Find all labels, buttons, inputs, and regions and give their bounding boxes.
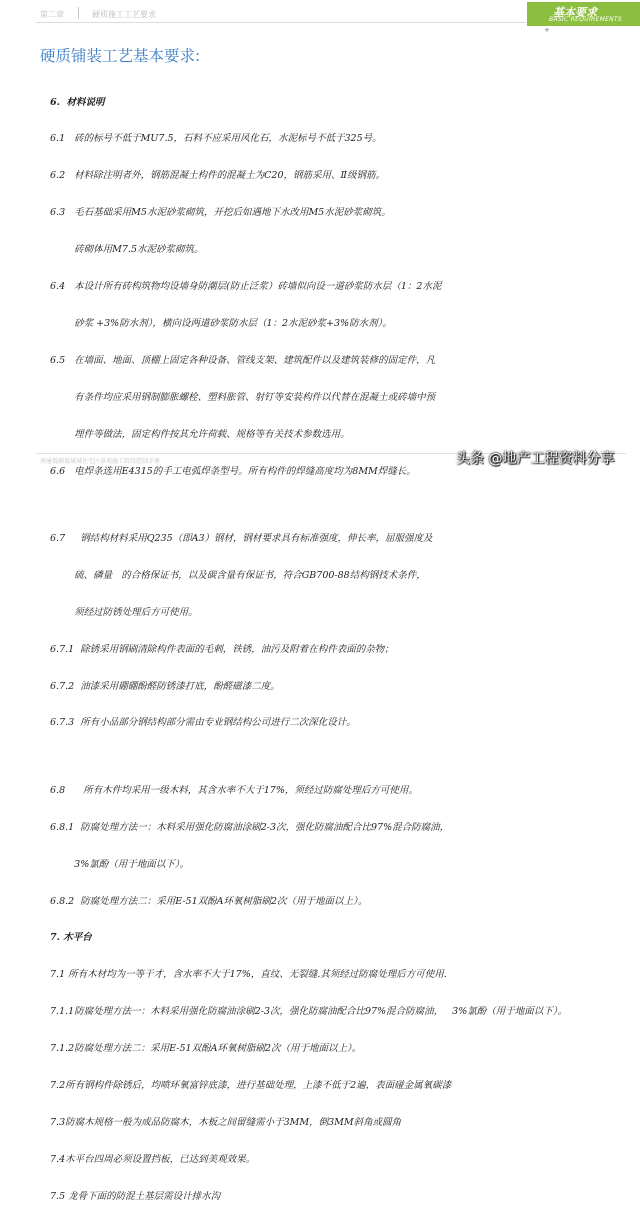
text-line: 7.4木平台四周必须设置挡板，已达到美观效果。 (50, 1153, 256, 1165)
text-line: 埋件等做法，固定构件按其允许荷载、规格等有关技术参数选用。 (50, 428, 350, 440)
section-heading: 7. 木平台 (50, 932, 92, 944)
header-separator (78, 7, 79, 19)
text-line: 6.6 电焊条选用E4315的手工电弧焊条型号。所有构件的焊缝高度均为8MM焊缝长。 (50, 465, 416, 477)
body-text (50, 72, 610, 1228)
text-line: 7.3防腐木规格一般为成品防腐木，木板之间留缝需小于3MM，倒3MM斜角或圆角 (50, 1116, 402, 1128)
page-title: 硬质铺装工艺基本要求: (40, 47, 201, 65)
text-line: 6.3 毛石基础采用M5水泥砂浆砌筑，开挖后如遇地下水改用M5水泥砂浆砌筑。 (50, 207, 391, 219)
text-line: 7.1.1防腐处理方法一：木料采用强化防腐油涂刷2-3次，强化防腐油配合比97%混合防腐油， 3%氯酚（用于地面以下）。 (50, 1006, 567, 1018)
text-line: 7.2所有钢构件除锈后，均喷环氧富锌底漆，进行基础处理，上漆不低于2遍，表面碰金属氧碳漆 (50, 1080, 452, 1092)
text-line: 7.1 所有木材均为一等干才，含水率不大于17%，直纹、无裂缝.其须经过防腐处理后方可使用. (50, 969, 447, 981)
section-heading: 6. 材料说明 (50, 96, 105, 108)
text-line: 6.7.1 除锈采用钢刷清除构件表面的毛刺，铁锈，油污及附着在构件表面的杂物； (50, 643, 394, 655)
spacer (50, 502, 610, 508)
header-rule (36, 22, 526, 23)
text-line: 6.5 在墙面、地面、顶棚上固定各种设备、管线支架、建筑配件以及建筑装修的固定件，凡 (50, 354, 436, 366)
text-line: 须经过防锈处理后方可使用。 (50, 606, 198, 618)
text-line: 6.8.1 防腐处理方法一：木料采用强化防腐油涂刷2-3次，强化防腐油配合比97%混合防腐油， (50, 821, 450, 833)
text-line: 7.5 龙骨下面的防混土基层需设计排水沟 (50, 1190, 221, 1202)
header-chapter: 第二章 (40, 10, 64, 19)
text-line: 6.4 本设计所有砖构筑物均设墙身防潮层(防止泛浆）砖墙似向设一道砂浆防水层（1：2水泥 (50, 281, 442, 293)
text-line: 砖砌体用M7.5水泥砂浆砌筑。 (50, 244, 204, 256)
footer-text: 南通低碳低城城住宅区景观施工阶段控制手册 (40, 458, 161, 465)
text-line: 6.2 材料除注明者外，钢筋混凝土构件的混凝土为C20，钢筋采用、Ⅱ级钢筋。 (50, 170, 385, 182)
header-mark: + (544, 26, 550, 34)
text-line: 6.1 砖的标号不低于MU7.5，石料不应采用风化石，水泥标号不低于325号。 (50, 133, 382, 145)
text-line: 6.7 钢结构材料采用Q235（即A3）钢材，钢材要求具有标准强度，伸长率，屈服强度及 (50, 532, 433, 544)
text-line: 7.1.2防腐处理方法二：采用E-51双酚A环氧树脂刷2次（用于地面以上）。 (50, 1043, 362, 1055)
text-line: 硫、磷量 的合格保证书，以及碳含量有保证书，符合GB700-88结构钢技术条件， (50, 569, 426, 581)
text-line: 6.7.3 所有小品部分钢结构部分需由专业钢结构公司进行二次深化设计。 (50, 717, 356, 729)
text-line: 有条件均应采用钢制膨胀螺栓、塑料胀管、射钉等安装构件以代替在混凝土或砖墙中预 (50, 391, 436, 403)
text-line: 6.7.2 油漆采用硼硼酚醛防锈漆打底，酚醛磁漆二度。 (50, 680, 280, 692)
watermark: 头条 @地产工程资料分享 (456, 451, 615, 467)
text-line: 砂浆 +3%防水剂），横向设两道砂浆防水层（1：2水泥砂浆+3%防水剂）。 (50, 317, 392, 329)
header-section-subtitle: BASIC REQUIREMENTS (549, 16, 623, 23)
header-subtitle: 硬质施工工艺要求 (92, 10, 156, 19)
text-line: 6.8.2 防腐处理方法二：采用E-51双酚A环氧树脂刷2次（用于地面以上）。 (50, 895, 368, 907)
header-section-title: 基本要求 (553, 6, 597, 19)
text-line: 6.8 所有木件均采用一级木料，其含水率不大于17%，须经过防腐处理后方可使用。 (50, 784, 418, 796)
spacer (50, 754, 610, 760)
text-line: 3%氯酚（用于地面以下）。 (50, 858, 189, 870)
